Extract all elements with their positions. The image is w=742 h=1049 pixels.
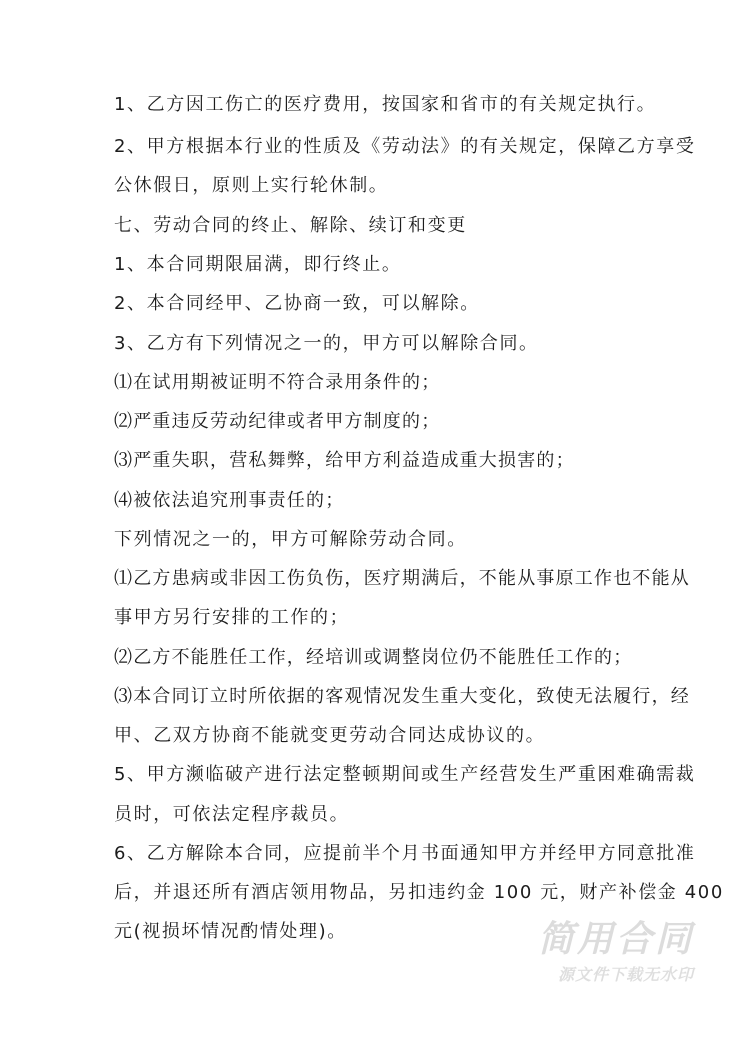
paragraph-line-1: 1、乙方因工伤亡的医疗费用，按国家和省市的有关规定执行。: [114, 94, 657, 115]
paragraph-line-17: 甲、乙双方协商不能就变更劳动合同达成协议的。: [114, 725, 546, 746]
paragraph-line-6: 2、本合同经甲、乙协商一致，可以解除。: [114, 293, 480, 314]
paragraph-line-12: 下列情况之一的，甲方可解除劳动合同。: [114, 529, 467, 550]
list-item-5: ⑴乙方患病或非因工伤负伤，医疗期满后，不能从事原工作也不能从: [114, 568, 690, 589]
paragraph-line-18: 5、甲方濒临破产进行法定整顿期间或生产经营发生严重困难确需裁: [114, 764, 696, 785]
list-item-2: ⑵严重违反劳动纪律或者甲方制度的；: [114, 411, 441, 432]
paragraph-line-20: 6、乙方解除本合同，应提前半个月书面通知甲方并经甲方同意批准: [114, 843, 696, 864]
watermark-logo: [514, 918, 694, 986]
section-heading: 七、劳动合同的终止、解除、续订和变更: [114, 215, 467, 236]
paragraph-line-5: 1、本合同期限届满，即行终止。: [114, 254, 402, 275]
paragraph-line-21: 后，并退还所有酒店领用物品，另扣违约金 100 元，财产补偿金 400: [114, 882, 724, 903]
paragraph-line-7: 3、乙方有下列情况之一的，甲方可以解除合同。: [114, 333, 539, 354]
paragraph-line-2: 2、甲方根据本行业的性质及《劳动法》的有关规定，保障乙方享受: [114, 136, 696, 157]
paragraph-line-3: 公休假日，原则上实行轮休制。: [114, 175, 389, 196]
watermark-main-text: 简用合同: [537, 919, 694, 960]
paragraph-line-22: 元(视损坏情况酌情处理)。: [114, 921, 347, 942]
list-item-6: ⑵乙方不能胜任工作，经培训或调整岗位仍不能胜任工作的；: [114, 647, 633, 668]
list-item-3: ⑶严重失职，营私舞弊，给甲方利益造成重大损害的；: [114, 450, 575, 471]
watermark-sub-text: 源文件下载无水印: [557, 965, 694, 984]
list-item-7: ⑶本合同订立时所依据的客观情况发生重大变化，致使无法履行，经: [114, 686, 690, 707]
list-item-4: ⑷被依法追究刑事责任的；: [114, 490, 345, 511]
list-item-1: ⑴在试用期被证明不符合录用条件的；: [114, 372, 441, 393]
paragraph-line-19: 员时，可依法定程序裁员。: [114, 804, 350, 825]
paragraph-line-14: 事甲方另行安排的工作的；: [114, 607, 350, 628]
